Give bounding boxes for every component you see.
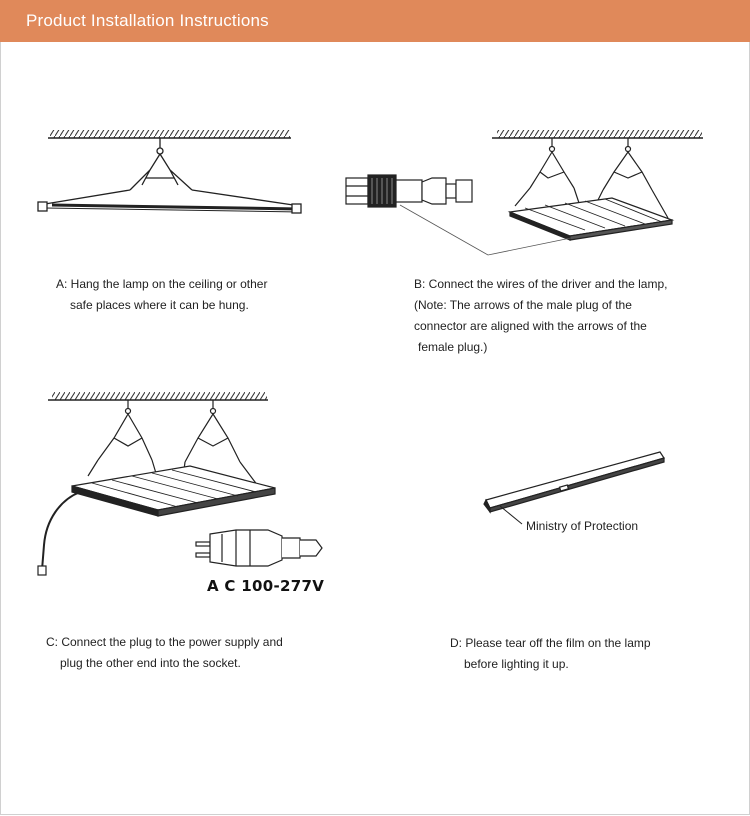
caption-line: (Note: The arrows of the male plug of the bbox=[414, 298, 632, 312]
caption-line: B: Connect the wires of the driver and the lamp, bbox=[414, 277, 668, 291]
page-title: Product Installation Instructions bbox=[26, 11, 269, 30]
ceiling-hatch-icon bbox=[48, 392, 268, 400]
connector-plug-icon bbox=[346, 175, 472, 207]
step-d-caption bbox=[450, 633, 651, 675]
ceiling-hatch-icon bbox=[48, 130, 291, 138]
hanging-lamp-icon bbox=[510, 138, 672, 240]
caption-line: D: Please tear off the film on the lamp bbox=[450, 636, 651, 650]
hanging-lamp-icon bbox=[38, 138, 301, 213]
caption-line: C: Connect the plug to the power supply and bbox=[46, 635, 283, 649]
caption-line: connector are aligned with the arrows of the bbox=[414, 319, 647, 333]
step-b-caption bbox=[414, 274, 667, 358]
caption-line: safe places where it can be hung. bbox=[70, 298, 249, 312]
ceiling-hatch-icon bbox=[492, 130, 703, 138]
caption-line: female plug.) bbox=[418, 340, 488, 354]
step-c-caption bbox=[46, 632, 283, 674]
step-a-caption bbox=[56, 274, 267, 316]
caption-line: A: Hang the lamp on the ceiling or other bbox=[56, 277, 268, 291]
film-label: Ministry of Protection bbox=[526, 519, 639, 533]
caption-line: plug the other end into the socket. bbox=[60, 656, 241, 670]
caption-line: before lighting it up. bbox=[464, 657, 569, 671]
voltage-label: A C 100-277V bbox=[207, 577, 325, 595]
lamp-bar-icon bbox=[484, 452, 664, 512]
power-plug-icon bbox=[196, 530, 322, 566]
